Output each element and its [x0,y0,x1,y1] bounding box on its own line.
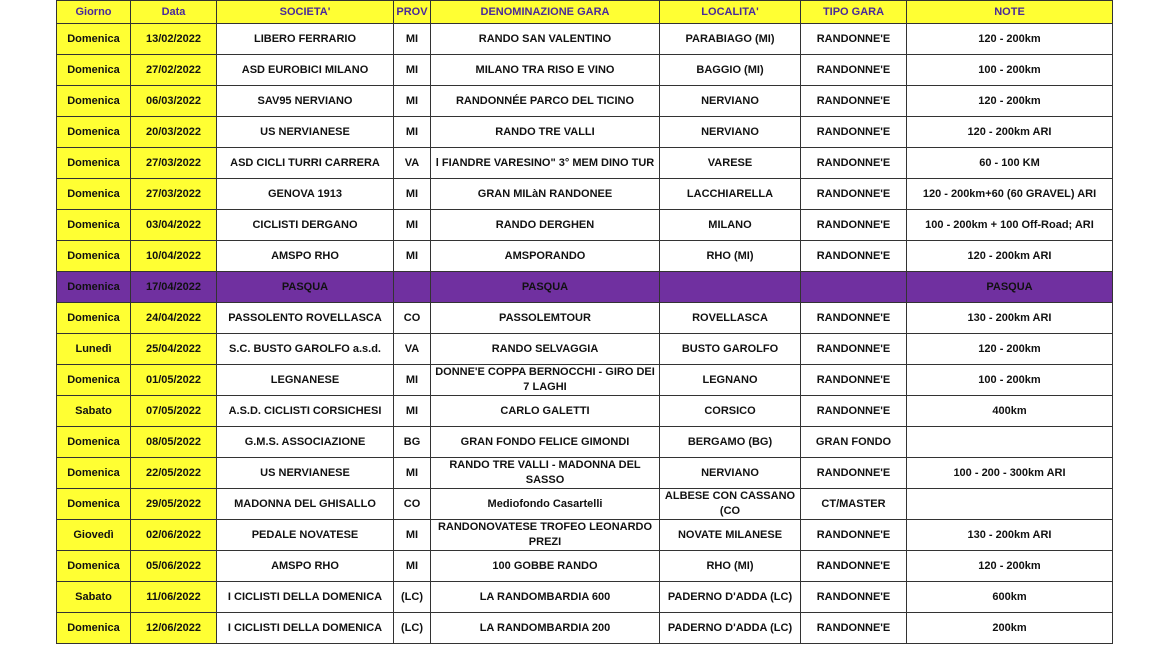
cell-prov[interactable]: VA [394,148,431,179]
cell-societa[interactable]: MADONNA DEL GHISALLO [217,489,394,520]
cell-societa[interactable]: I CICLISTI DELLA DOMENICA [217,582,394,613]
cell-societa[interactable]: I CICLISTI DELLA DOMENICA [217,613,394,644]
cell-data[interactable]: 06/03/2022 [131,86,217,117]
cell-prov[interactable]: MI [394,458,431,489]
cell-tipo-gara[interactable]: RANDONNE'E [801,613,907,644]
cell-tipo-gara[interactable]: RANDONNE'E [801,582,907,613]
cell-note[interactable]: 120 - 200km [907,24,1113,55]
cell-localita[interactable]: NERVIANO [660,117,801,148]
cell-localita[interactable]: LACCHIARELLA [660,179,801,210]
cell-data[interactable]: 07/05/2022 [131,396,217,427]
cell-giorno[interactable]: Domenica [57,210,131,241]
table-row-holiday [57,272,1113,303]
cell-prov[interactable]: MI [394,86,431,117]
cell-note[interactable]: 130 - 200km ARI [907,520,1113,551]
cell-giorno[interactable]: Sabato [57,582,131,613]
cell-data[interactable]: 27/03/2022 [131,179,217,210]
cell-localita[interactable]: NERVIANO [660,86,801,117]
cell-localita[interactable]: ALBESE CON CASSANO (CO [660,489,801,520]
cell-societa[interactable]: AMSPO RHO [217,241,394,272]
cell-note[interactable]: 600km [907,582,1113,613]
header-prov[interactable]: PROV [394,1,431,24]
cell-data[interactable]: 25/04/2022 [131,334,217,365]
cell-prov[interactable]: MI [394,55,431,86]
cell-denominazione-gara[interactable]: GRAN MILàN RANDONEE [431,179,660,210]
cell-data[interactable]: 17/04/2022 [131,272,217,303]
cell-giorno[interactable]: Domenica [57,458,131,489]
cell-localita[interactable]: BUSTO GAROLFO [660,334,801,365]
cell-denominazione-gara[interactable]: LA RANDOMBARDIA 600 [431,582,660,613]
table-row [57,24,1113,55]
cell-denominazione-gara[interactable]: CARLO GALETTI [431,396,660,427]
header-denominazione-gara[interactable]: DENOMINAZIONE GARA [431,1,660,24]
cell-note[interactable]: 120 - 200km ARI [907,241,1113,272]
cell-denominazione-gara[interactable]: MILANO TRA RISO E VINO [431,55,660,86]
cell-giorno[interactable]: Domenica [57,551,131,582]
cell-tipo-gara[interactable]: RANDONNE'E [801,303,907,334]
cell-prov[interactable]: BG [394,427,431,458]
table-row [57,117,1113,148]
cell-note[interactable]: 100 - 200km + 100 Off-Road; ARI [907,210,1113,241]
table-row [57,582,1113,613]
cell-data[interactable]: 12/06/2022 [131,613,217,644]
cell-localita[interactable]: PADERNO D'ADDA (LC) [660,613,801,644]
cell-denominazione-gara[interactable]: RANDO TRE VALLI [431,117,660,148]
cell-giorno[interactable]: Domenica [57,427,131,458]
cell-data[interactable]: 11/06/2022 [131,582,217,613]
cell-tipo-gara[interactable]: RANDONNE'E [801,551,907,582]
cell-prov[interactable]: CO [394,489,431,520]
cell-prov[interactable]: MI [394,551,431,582]
cell-denominazione-gara[interactable]: PASQUA [431,272,660,303]
table-row [57,396,1113,427]
cell-data[interactable]: 10/04/2022 [131,241,217,272]
cell-societa[interactable]: GENOVA 1913 [217,179,394,210]
table-row [57,551,1113,582]
table-row [57,179,1113,210]
cell-note[interactable] [907,427,1113,458]
cell-giorno[interactable]: Domenica [57,489,131,520]
cell-societa[interactable]: A.S.D. CICLISTI CORSICHESI [217,396,394,427]
cell-note[interactable]: 200km [907,613,1113,644]
cell-localita[interactable]: RHO (MI) [660,551,801,582]
cell-data[interactable]: 08/05/2022 [131,427,217,458]
cell-tipo-gara[interactable]: RANDONNE'E [801,241,907,272]
cell-denominazione-gara[interactable]: l FIANDRE VARESINO" 3° MEM DINO TUR [431,148,660,179]
cell-tipo-gara[interactable]: RANDONNE'E [801,520,907,551]
cell-prov[interactable]: MI [394,179,431,210]
cell-prov[interactable]: MI [394,117,431,148]
cell-denominazione-gara[interactable]: RANDO DERGHEN [431,210,660,241]
cell-giorno[interactable]: Domenica [57,148,131,179]
table-row [57,241,1113,272]
cell-denominazione-gara[interactable]: DONNE'E COPPA BERNOCCHI - GIRO DEI 7 LAGHI [431,365,660,396]
header-row [57,1,1113,24]
cell-denominazione-gara[interactable]: AMSPORANDO [431,241,660,272]
table-row [57,303,1113,334]
cell-giorno[interactable]: Domenica [57,241,131,272]
cell-prov[interactable]: VA [394,334,431,365]
cell-tipo-gara[interactable] [801,272,907,303]
cell-societa[interactable]: AMSPO RHO [217,551,394,582]
cell-societa[interactable]: ASD CICLI TURRI CARRERA [217,148,394,179]
cell-tipo-gara[interactable]: GRAN FONDO [801,427,907,458]
table-row [57,334,1113,365]
cell-tipo-gara[interactable]: RANDONNE'E [801,396,907,427]
cell-giorno[interactable]: Domenica [57,303,131,334]
cell-localita[interactable]: BAGGIO (MI) [660,55,801,86]
cell-giorno[interactable]: Domenica [57,86,131,117]
cell-tipo-gara[interactable]: RANDONNE'E [801,334,907,365]
table-row [57,520,1113,551]
cell-prov[interactable]: MI [394,520,431,551]
cell-note[interactable]: 120 - 200km [907,551,1113,582]
cell-societa[interactable]: LEGNANESE [217,365,394,396]
table-row [57,55,1113,86]
table-row [57,613,1113,644]
cell-note[interactable]: 120 - 200km [907,86,1113,117]
cell-localita[interactable]: MILANO [660,210,801,241]
table-row [57,489,1113,520]
cell-localita[interactable]: LEGNANO [660,365,801,396]
cell-tipo-gara[interactable]: RANDONNE'E [801,210,907,241]
cell-prov[interactable] [394,272,431,303]
cell-data[interactable]: 13/02/2022 [131,24,217,55]
cell-localita[interactable]: PADERNO D'ADDA (LC) [660,582,801,613]
cell-societa[interactable]: CICLISTI DERGANO [217,210,394,241]
table-row [57,86,1113,117]
cell-prov[interactable]: MI [394,365,431,396]
cell-denominazione-gara[interactable]: Mediofondo Casartelli [431,489,660,520]
cell-denominazione-gara[interactable]: RANDONOVATESE TROFEO LEONARDO PREZI [431,520,660,551]
header-data[interactable]: Data [131,1,217,24]
cell-data[interactable]: 01/05/2022 [131,365,217,396]
cell-localita[interactable]: PARABIAGO (MI) [660,24,801,55]
cell-societa[interactable]: US NERVIANESE [217,117,394,148]
cell-localita[interactable]: BERGAMO (BG) [660,427,801,458]
cell-giorno[interactable]: Domenica [57,55,131,86]
cell-giorno[interactable]: Domenica [57,365,131,396]
cell-localita[interactable] [660,272,801,303]
cell-note[interactable]: PASQUA [907,272,1113,303]
cell-localita[interactable]: RHO (MI) [660,241,801,272]
cell-data[interactable]: 20/03/2022 [131,117,217,148]
cell-localita[interactable]: NOVATE MILANESE [660,520,801,551]
cell-giorno[interactable]: Lunedì [57,334,131,365]
cell-note[interactable]: 120 - 200km+60 (60 GRAVEL) ARI [907,179,1113,210]
cell-note[interactable]: 400km [907,396,1113,427]
cell-prov[interactable]: CO [394,303,431,334]
cell-societa[interactable]: SAV95 NERVIANO [217,86,394,117]
cell-data[interactable]: 03/04/2022 [131,210,217,241]
cell-societa[interactable]: S.C. BUSTO GAROLFO a.s.d. [217,334,394,365]
cell-societa[interactable]: PASSOLENTO ROVELLASCA [217,303,394,334]
cell-prov[interactable]: MI [394,210,431,241]
cell-denominazione-gara[interactable]: LA RANDOMBARDIA 200 [431,613,660,644]
cell-societa[interactable]: G.M.S. ASSOCIAZIONE [217,427,394,458]
cell-tipo-gara[interactable]: RANDONNE'E [801,365,907,396]
cell-giorno[interactable]: Sabato [57,396,131,427]
cell-note[interactable]: 60 - 100 KM [907,148,1113,179]
cell-prov[interactable]: MI [394,24,431,55]
cell-giorno[interactable]: Domenica [57,179,131,210]
cell-tipo-gara[interactable]: RANDONNE'E [801,86,907,117]
cell-prov[interactable]: (LC) [394,582,431,613]
events-table [56,0,1113,644]
cell-note[interactable]: 100 - 200km [907,55,1113,86]
header-tipo-gara[interactable]: TIPO GARA [801,1,907,24]
cell-data[interactable]: 27/02/2022 [131,55,217,86]
cell-tipo-gara[interactable]: CT/MASTER [801,489,907,520]
cell-prov[interactable]: MI [394,396,431,427]
table-row [57,210,1113,241]
cell-giorno[interactable]: Domenica [57,117,131,148]
cell-data[interactable]: 05/06/2022 [131,551,217,582]
cell-giorno[interactable]: Domenica [57,272,131,303]
cell-localita[interactable]: CORSICO [660,396,801,427]
cell-giorno[interactable]: Domenica [57,24,131,55]
cell-prov[interactable]: (LC) [394,613,431,644]
cell-note[interactable] [907,489,1113,520]
cell-tipo-gara[interactable]: RANDONNE'E [801,24,907,55]
cell-giorno[interactable]: Domenica [57,613,131,644]
cell-denominazione-gara[interactable]: RANDO SELVAGGIA [431,334,660,365]
cell-giorno[interactable]: Giovedì [57,520,131,551]
cell-localita[interactable]: ROVELLASCA [660,303,801,334]
cell-note[interactable]: 120 - 200km ARI [907,117,1113,148]
cell-data[interactable]: 02/06/2022 [131,520,217,551]
cell-denominazione-gara[interactable]: GRAN FONDO FELICE GIMONDI [431,427,660,458]
table-row [57,365,1113,396]
header-giorno[interactable]: Giorno [57,1,131,24]
cell-denominazione-gara[interactable]: RANDO SAN VALENTINO [431,24,660,55]
table-row [57,148,1113,179]
cell-denominazione-gara[interactable]: PASSOLEMTOUR [431,303,660,334]
cell-localita[interactable]: NERVIANO [660,458,801,489]
cell-societa[interactable]: PEDALE NOVATESE [217,520,394,551]
cell-localita[interactable]: VARESE [660,148,801,179]
cell-data[interactable]: 29/05/2022 [131,489,217,520]
cell-note[interactable]: 100 - 200 - 300km ARI [907,458,1113,489]
table-row [57,427,1113,458]
header-localita[interactable]: LOCALITA' [660,1,801,24]
cell-societa[interactable]: LIBERO FERRARIO [217,24,394,55]
cell-note[interactable]: 120 - 200km [907,334,1113,365]
cell-denominazione-gara[interactable]: RANDO TRE VALLI - MADONNA DEL SASSO [431,458,660,489]
cell-societa[interactable]: ASD EUROBICI MILANO [217,55,394,86]
header-societa[interactable]: SOCIETA' [217,1,394,24]
cell-note[interactable]: 130 - 200km ARI [907,303,1113,334]
cell-societa[interactable]: PASQUA [217,272,394,303]
cell-tipo-gara[interactable]: RANDONNE'E [801,179,907,210]
cell-prov[interactable]: MI [394,241,431,272]
cell-data[interactable]: 24/04/2022 [131,303,217,334]
cell-tipo-gara[interactable]: RANDONNE'E [801,55,907,86]
cell-denominazione-gara[interactable]: RANDONNÉE PARCO DEL TICINO [431,86,660,117]
cell-denominazione-gara[interactable]: 100 GOBBE RANDO [431,551,660,582]
cell-tipo-gara[interactable]: RANDONNE'E [801,117,907,148]
cell-note[interactable]: 100 - 200km [907,365,1113,396]
cell-tipo-gara[interactable]: RANDONNE'E [801,148,907,179]
cell-data[interactable]: 27/03/2022 [131,148,217,179]
cell-societa[interactable]: US NERVIANESE [217,458,394,489]
table-row [57,458,1113,489]
cell-tipo-gara[interactable]: RANDONNE'E [801,458,907,489]
cell-data[interactable]: 22/05/2022 [131,458,217,489]
header-note[interactable]: NOTE [907,1,1113,24]
